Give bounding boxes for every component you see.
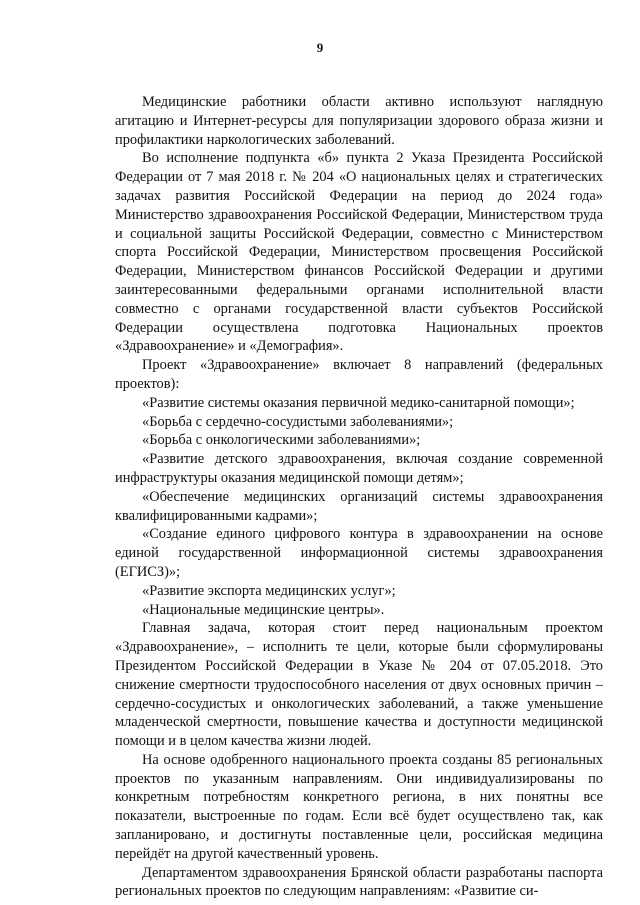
- list-item: «Развитие экспорта медицинских услуг»;: [142, 582, 396, 599]
- document-body: [115, 93, 603, 901]
- page-number: 9: [316, 40, 324, 55]
- paragraph-main-task: Главная задача, которая стоит перед национальным проектом «Здравоохранение», – исполнить те цели, которые были сформулированы Президентом Российской Федерации в Указе № 204 от 07.05.2018. Это снижение смертности трудоспособного населения от двух основных причин – сердечно-сосудистых и онкологических заболеваний, а также уменьшение младенческой смертности, повышение качества и доступности медицинской помощи и в целом качества жизни людей.: [115, 620, 603, 750]
- list-item: «Развитие системы оказания первичной медико-санитарной помощи»;: [142, 394, 575, 411]
- paragraph-bryansk-department: Департаментом здравоохранения Брянской области разработаны паспорта региональных проектов по следующим направлениям: «Развитие си-: [115, 864, 603, 900]
- paragraph-decree-execution: Во исполнение подпункта «б» пункта 2 Указа Президента Российской Федерации от 7 мая 2018 г. № 204 «О национальных целях и стратегических задачах развития Российской Федерации на период до 2024 года» Министерство здравоохранения Российской Федерации, Министерством труда и социальной защиты Российской Федерации, совместно с Министерством спорта Российской Федерации, Министерством просвещения Российской Федерации, Министерством финансов Российской Федерации и другими заинтересованными федеральными органами исполнительной власти совместно с органами государственной власти субъектов Российской Федерации осуществлена подготовка Национальных проектов «Здравоохранение» и «Демография».: [115, 150, 603, 355]
- list-item: «Национальные медицинские центры».: [142, 601, 385, 618]
- list-item: «Борьба с онкологическими заболеваниями»;: [142, 432, 421, 449]
- list-item: «Борьба с сердечно-сосудистыми заболеваниями»;: [142, 413, 454, 430]
- list-item: «Обеспечение медицинских организаций системы здравоохранения квалифицированными кадрами»;: [115, 488, 603, 524]
- paragraph-health-workers: Медицинские работники области активно используют наглядную агитацию и Интернет-ресурсы для популяризации здорового образа жизни и профилактики наркологических заболеваний.: [115, 94, 603, 148]
- paragraph-regional-projects: На основе одобренного национального проекта созданы 85 региональных проектов по указанным направлениям. Они индивидуализированы по конкретным потребностям конкретного региона, в них понятны все показатели, выстроенные по годам. Если всё будет осуществлено так, как запланировано, и достигнуты поставленные цели, российская медицина перейдёт на другой качественный уровень.: [115, 751, 603, 862]
- list-item: «Развитие детского здравоохранения, включая создание современной инфраструктуры оказания медицинской помощи детям»;: [115, 451, 603, 486]
- list-item: «Создание единого цифрового контура в здравоохранении на основе единой государственной информационной системы здравоохранения (ЕГИСЗ)»;: [115, 526, 603, 580]
- paragraph-project-directions: Проект «Здравоохранение» включает 8 направлений (федеральных проектов):: [115, 357, 603, 392]
